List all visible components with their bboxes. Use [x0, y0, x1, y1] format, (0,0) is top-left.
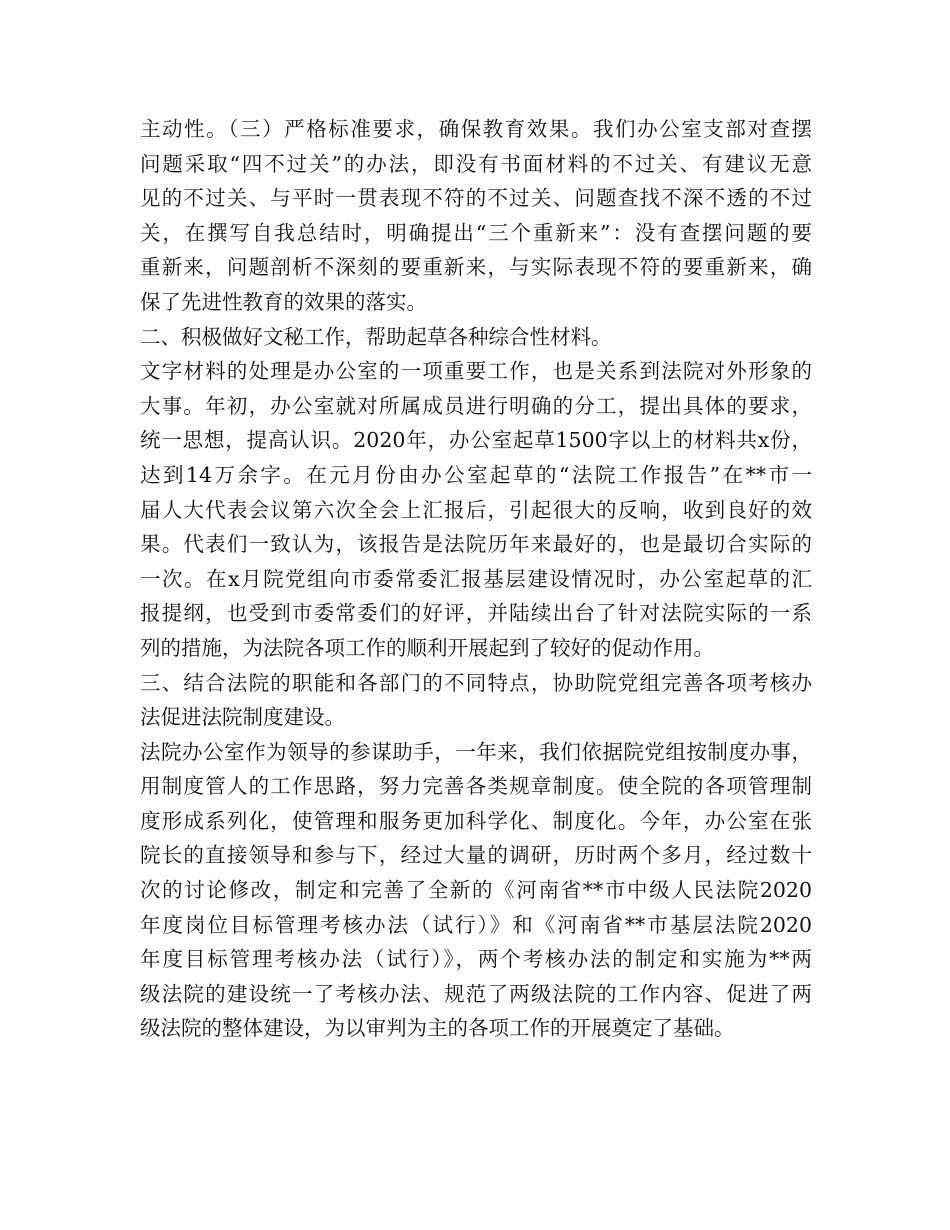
text-line: 度形成系列化，使管理和服务更加科学化、制度化。今年，办公室在张 [140, 808, 812, 833]
text-line: 用制度管人的工作思路，努力完善各类规章制度。使全院的各项管理制 [140, 774, 812, 799]
text-line: 统一思想，提高认识。2020年，办公室起草1500字以上的材料共x份， [140, 428, 812, 453]
text-line: 问题采取“四不过关”的办法，即没有书面材料的不过关、有建议无意 [140, 151, 812, 176]
text-line: 院长的直接领导和参与下，经过大量的调研，历时两个多月，经过数十 [140, 843, 812, 868]
text-line: 达到14万余字。在元月份由办公室起草的“法院工作报告”在**市一 [140, 462, 812, 487]
section-heading: 法促进法院制度建设。 [140, 705, 345, 730]
text-line: 报提纲，也受到市委常委们的好评，并陆续出台了针对法院实际的一系 [140, 601, 812, 626]
text-line: 主动性。（三）严格标准要求，确保教育效果。我们办公室支部对查摆 [140, 117, 812, 141]
section-heading: 二、积极做好文秘工作，帮助起草各种综合性材料。 [140, 324, 612, 349]
text-line: 次的讨论修改，制定和完善了全新的《河南省**市中级人民法院2020 [140, 878, 812, 903]
text-line: 见的不过关、与平时一贯表现不符的不过关、问题查找不深不透的不过 [140, 186, 812, 211]
text-line: 年度岗位目标管理考核办法（试行）》和《河南省**市基层法院2020 [140, 912, 812, 937]
text-line: 文字材料的处理是办公室的一项重要工作，也是关系到法院对外形象的 [140, 359, 812, 384]
text-line: 届人大代表会议第六次全会上汇报后，引起很大的反响，收到良好的效 [140, 497, 812, 522]
text-line: 一次。在x月院党组向市委常委汇报基层建设情况时，办公室起草的汇 [140, 566, 812, 591]
text-line: 年度目标管理考核办法（试行）》，两个考核办法的制定和实施为**两 [140, 947, 812, 972]
text-line: 级法院的整体建设，为以审判为主的各项工作的开展奠定了基础。 [140, 1016, 735, 1041]
document-body [140, 112, 812, 1046]
text-line: 关，在撰写自我总结时，明确提出“三个重新来”：没有查摆问题的要 [140, 220, 812, 245]
text-line: 级法院的建设统一了考核办法、规范了两级法院的工作内容、促进了两 [140, 981, 812, 1006]
section-heading: 三、结合法院的职能和各部门的不同特点，协助院党组完善各项考核办 [140, 670, 812, 695]
text-line: 法院办公室作为领导的参谋助手，一年来，我们依据院党组按制度办事， [140, 739, 812, 764]
text-line: 大事。年初，办公室就对所属成员进行明确的分工，提出具体的要求， [140, 393, 812, 418]
text-line: 列的措施，为法院各项工作的顺利开展起到了较好的促动作用。 [140, 635, 714, 660]
text-line: 重新来，问题剖析不深刻的要重新来，与实际表现不符的要重新来，确 [140, 255, 812, 280]
text-line: 保了先进性教育的效果的落实。 [140, 289, 427, 314]
text-line: 果。代表们一致认为，该报告是法院历年来最好的，也是最切合实际的 [140, 532, 812, 557]
